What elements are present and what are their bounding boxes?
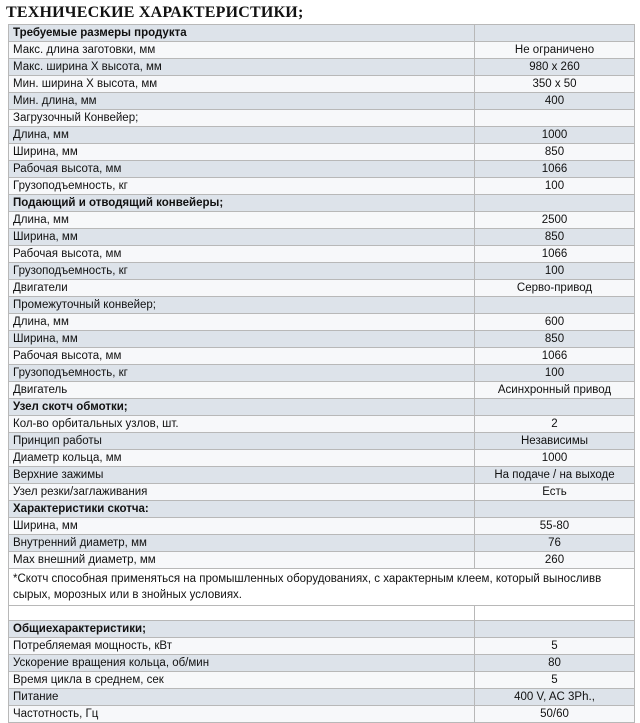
spec-value: 1066 bbox=[475, 348, 635, 365]
table-row bbox=[9, 246, 635, 263]
spec-label: Длина, мм bbox=[9, 212, 475, 229]
spec-label: Длина, мм bbox=[9, 127, 475, 144]
table-row bbox=[9, 467, 635, 484]
spec-table bbox=[8, 24, 635, 723]
spec-label: Требуемые размеры продукта bbox=[9, 25, 475, 42]
spec-value bbox=[475, 297, 635, 314]
table-row bbox=[9, 144, 635, 161]
spec-value: 100 bbox=[475, 365, 635, 382]
spacer-cell bbox=[475, 606, 635, 621]
section-header-row bbox=[9, 621, 635, 638]
table-row bbox=[9, 348, 635, 365]
spec-value bbox=[475, 621, 635, 638]
spec-value: 100 bbox=[475, 263, 635, 280]
spec-value: 850 bbox=[475, 144, 635, 161]
spec-label: Ширина, мм bbox=[9, 144, 475, 161]
table-row bbox=[9, 552, 635, 569]
spacer-cell bbox=[9, 606, 475, 621]
spec-value: Асинхронный привод bbox=[475, 382, 635, 399]
section-header-row bbox=[9, 195, 635, 212]
spec-value: 2 bbox=[475, 416, 635, 433]
spec-label: Кол-во орбитальных узлов, шт. bbox=[9, 416, 475, 433]
spec-value: 80 bbox=[475, 655, 635, 672]
section-header-row bbox=[9, 501, 635, 518]
footnote-row bbox=[9, 569, 635, 606]
spec-label: Макс. длина заготовки, мм bbox=[9, 42, 475, 59]
table-row bbox=[9, 484, 635, 501]
spec-label: Рабочая высота, мм bbox=[9, 348, 475, 365]
spec-label: Грузоподъемность, кг bbox=[9, 178, 475, 195]
spec-value: 260 bbox=[475, 552, 635, 569]
table-row bbox=[9, 42, 635, 59]
spec-value bbox=[475, 110, 635, 127]
spec-label: Макс. ширина Х высота, мм bbox=[9, 59, 475, 76]
spec-label: Грузоподъемность, кг bbox=[9, 365, 475, 382]
table-row bbox=[9, 127, 635, 144]
spec-label: Грузоподъемность, кг bbox=[9, 263, 475, 280]
table-row bbox=[9, 416, 635, 433]
spec-value: Не ограничено bbox=[475, 42, 635, 59]
spec-label: Загрузочный Конвейер; bbox=[9, 110, 475, 127]
spacer-row bbox=[9, 606, 635, 621]
spec-label: Ширина, мм bbox=[9, 518, 475, 535]
spec-label: Внутренний диаметр, мм bbox=[9, 535, 475, 552]
spec-label: Время цикла в среднем, сек bbox=[9, 672, 475, 689]
table-row bbox=[9, 110, 635, 127]
spec-label: Подающий и отводящий конвейеры; bbox=[9, 195, 475, 212]
spec-value: 1000 bbox=[475, 127, 635, 144]
spec-value: 850 bbox=[475, 229, 635, 246]
table-row bbox=[9, 535, 635, 552]
spec-value: На подаче / на выходе bbox=[475, 467, 635, 484]
table-row bbox=[9, 689, 635, 706]
table-row bbox=[9, 212, 635, 229]
spec-label: Max внешний диаметр, мм bbox=[9, 552, 475, 569]
spec-value: 55-80 bbox=[475, 518, 635, 535]
spec-label: Рабочая высота, мм bbox=[9, 246, 475, 263]
table-row bbox=[9, 518, 635, 535]
spec-label: Ускорение вращения кольца, об/мин bbox=[9, 655, 475, 672]
table-row bbox=[9, 76, 635, 93]
spec-value: Серво-привод bbox=[475, 280, 635, 297]
spec-value: 850 bbox=[475, 331, 635, 348]
spec-label: Питание bbox=[9, 689, 475, 706]
table-row bbox=[9, 331, 635, 348]
spec-value: 50/60 bbox=[475, 706, 635, 723]
table-row bbox=[9, 314, 635, 331]
spec-value: Независимы bbox=[475, 433, 635, 450]
spec-label: Узел скотч обмотки; bbox=[9, 399, 475, 416]
spec-label: Двигатели bbox=[9, 280, 475, 297]
spec-label: Мин. ширина Х высота, мм bbox=[9, 76, 475, 93]
document-title: ТЕХНИЧЕСКИЕ ХАРАКТЕРИСТИКИ; bbox=[6, 4, 304, 21]
section-header-row bbox=[9, 25, 635, 42]
table-row bbox=[9, 229, 635, 246]
spec-value bbox=[475, 501, 635, 518]
spec-value: 400 V, AC 3Ph., bbox=[475, 689, 635, 706]
spec-table-body bbox=[9, 25, 635, 723]
table-row bbox=[9, 59, 635, 76]
spec-label: Промежуточный конвейер; bbox=[9, 297, 475, 314]
table-row bbox=[9, 382, 635, 399]
spec-label: Потребляемая мощность, кВт bbox=[9, 638, 475, 655]
table-row bbox=[9, 280, 635, 297]
spec-label: Двигатель bbox=[9, 382, 475, 399]
spec-value: 5 bbox=[475, 672, 635, 689]
footnote-text: *Скотч способная применяться на промышленных оборудованиях, с характерным клеем, который выносливв сырых, морозных или в знойных условиях. bbox=[9, 569, 635, 606]
spec-label: Принцип работы bbox=[9, 433, 475, 450]
spec-value bbox=[475, 195, 635, 212]
spec-value: 100 bbox=[475, 178, 635, 195]
table-row bbox=[9, 655, 635, 672]
spec-value: 400 bbox=[475, 93, 635, 110]
spec-label: Диаметр кольца, мм bbox=[9, 450, 475, 467]
spec-value: 980 х 260 bbox=[475, 59, 635, 76]
spec-label: Мин. длина, мм bbox=[9, 93, 475, 110]
spec-value: 1066 bbox=[475, 246, 635, 263]
spec-value: 600 bbox=[475, 314, 635, 331]
spec-value: 1066 bbox=[475, 161, 635, 178]
spec-value: 2500 bbox=[475, 212, 635, 229]
table-row bbox=[9, 297, 635, 314]
spec-label: Частотность, Гц bbox=[9, 706, 475, 723]
table-row bbox=[9, 93, 635, 110]
spec-value: 5 bbox=[475, 638, 635, 655]
table-row bbox=[9, 672, 635, 689]
spec-label: Узел резки/заглаживания bbox=[9, 484, 475, 501]
section-header-row bbox=[9, 399, 635, 416]
spec-value: 350 х 50 bbox=[475, 76, 635, 93]
table-row bbox=[9, 706, 635, 723]
table-row bbox=[9, 433, 635, 450]
spec-value: Есть bbox=[475, 484, 635, 501]
spec-label: Рабочая высота, мм bbox=[9, 161, 475, 178]
table-row bbox=[9, 263, 635, 280]
spec-value bbox=[475, 399, 635, 416]
spec-label: Верхние зажимы bbox=[9, 467, 475, 484]
spec-value: 1000 bbox=[475, 450, 635, 467]
table-row bbox=[9, 450, 635, 467]
spec-label: Ширина, мм bbox=[9, 331, 475, 348]
spec-label: Ширина, мм bbox=[9, 229, 475, 246]
spec-value bbox=[475, 25, 635, 42]
table-row bbox=[9, 161, 635, 178]
spec-label: Длина, мм bbox=[9, 314, 475, 331]
table-row bbox=[9, 365, 635, 382]
spec-label: Характеристики скотча: bbox=[9, 501, 475, 518]
table-row bbox=[9, 178, 635, 195]
spec-value: 76 bbox=[475, 535, 635, 552]
spec-label: Общиехарактеристики; bbox=[9, 621, 475, 638]
table-row bbox=[9, 638, 635, 655]
